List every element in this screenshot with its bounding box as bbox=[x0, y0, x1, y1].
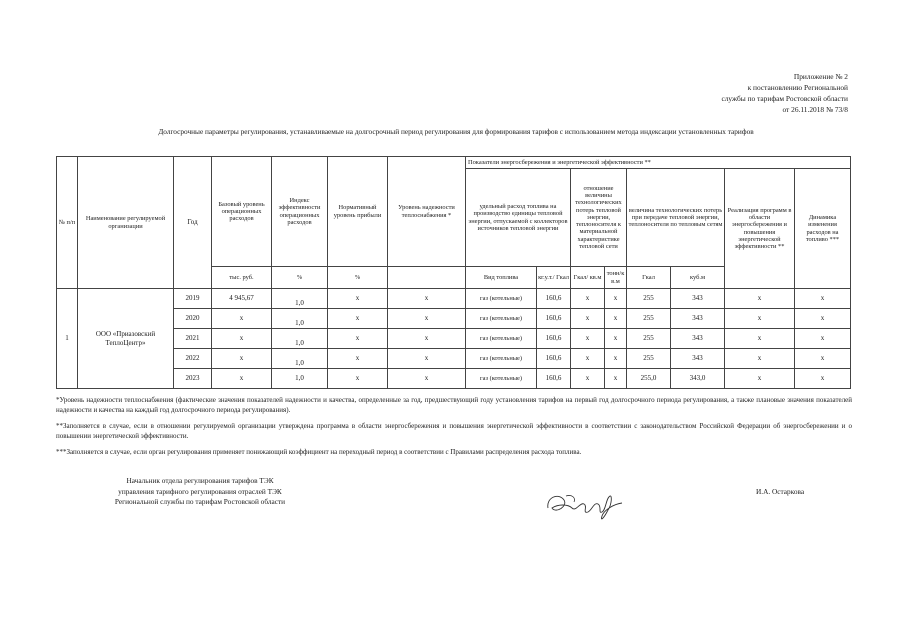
header-number: № п/п bbox=[57, 157, 78, 289]
table-row bbox=[57, 349, 851, 369]
row-loss-m3: 343 bbox=[671, 349, 725, 369]
row-fuel-type: газ (котельные) bbox=[466, 329, 537, 349]
row-ratio-gcal: х bbox=[571, 349, 605, 369]
footnote-fuel-dynamics: ***Заполняется в случае, если орган регулирования применяет понижающий коэффициент на переходный период в соответствии с Правилами распределения расхода топлива. bbox=[56, 448, 582, 457]
table-row bbox=[57, 289, 851, 309]
appendix-line-2: к постановлению Региональной bbox=[747, 83, 848, 92]
row-loss-gcal: 255 bbox=[627, 329, 671, 349]
row-ratio-ton: х bbox=[605, 329, 627, 349]
header-fuel-consumption: удельный расход топлива на производство единицы тепловой энергии, отпускаемой с коллекторов источников тепловой энергии bbox=[466, 169, 571, 267]
row-loss-m3: 343,0 bbox=[671, 369, 725, 389]
row-loss-gcal: 255 bbox=[627, 289, 671, 309]
row-base: х bbox=[212, 369, 272, 389]
header-reliability: Уровень надежности теплоснабжения * bbox=[388, 157, 466, 267]
unit-fuel-type: Вид топлива bbox=[466, 267, 537, 289]
table-row bbox=[57, 329, 851, 349]
row-dynamics: х bbox=[795, 369, 851, 389]
signer-position-line-1: Начальник отдела регулирования тарифов ТЭК bbox=[126, 476, 274, 485]
row-loss-gcal: 255,0 bbox=[627, 369, 671, 389]
row-base: х bbox=[212, 349, 272, 369]
row-loss-gcal: 255 bbox=[627, 349, 671, 369]
header-efficiency-index: Индекс эффективности операционных расходов bbox=[272, 157, 328, 267]
row-loss-m3: 343 bbox=[671, 289, 725, 309]
row-profit: х bbox=[328, 329, 388, 349]
row-ratio-ton: х bbox=[605, 369, 627, 389]
unit-base: тыс. руб. bbox=[212, 267, 272, 289]
header-base-expenses: Базовый уровень операционных расходов bbox=[212, 157, 272, 267]
header-year: Год bbox=[174, 157, 212, 289]
appendix-date: от 26.11.2018 № 73/8 bbox=[782, 105, 848, 114]
signer-name: И.А. Остаркова bbox=[756, 487, 805, 496]
row-ratio-gcal: х bbox=[571, 329, 605, 349]
org-number: 1 bbox=[57, 289, 78, 389]
row-program: х bbox=[725, 309, 795, 329]
signature-image bbox=[542, 486, 628, 529]
appendix-line-3: службы по тарифам Ростовской области bbox=[721, 94, 848, 103]
unit-loss-m3: куб.м bbox=[671, 267, 725, 289]
row-reliability: х bbox=[388, 309, 466, 329]
row-ratio-gcal: х bbox=[571, 369, 605, 389]
footnotes bbox=[56, 396, 852, 465]
header-profit-level: Нормативный уровень прибыли bbox=[328, 157, 388, 267]
signer-position bbox=[95, 476, 305, 508]
handwritten-signature-icon bbox=[542, 486, 628, 524]
unit-reliability bbox=[388, 267, 466, 289]
row-program: х bbox=[725, 289, 795, 309]
row-profit: х bbox=[328, 289, 388, 309]
footnote-energy-program: **Заполняется в случае, если в отношении регулируемой организации утверждена программа в области энергосбережения и повышения энергетической эффективности в соответствии с законодательством Российской Федерации об энергосбережении и о повышении энергетической эффективности. bbox=[56, 422, 852, 440]
header-organization: Наименование регулируемой организации bbox=[78, 157, 174, 289]
row-loss-gcal: 255 bbox=[627, 309, 671, 329]
row-ratio-ton: х bbox=[605, 309, 627, 329]
row-profit: х bbox=[328, 349, 388, 369]
unit-ratio-ton: тонн/к в.м bbox=[605, 267, 627, 289]
row-program: х bbox=[725, 329, 795, 349]
appendix-number: Приложение № 2 bbox=[793, 72, 848, 81]
row-year: 2019 bbox=[174, 289, 212, 309]
row-ratio-ton: х bbox=[605, 289, 627, 309]
row-loss-m3: 343 bbox=[671, 309, 725, 329]
row-index: 1,0 bbox=[272, 329, 328, 349]
row-fuel-rate: 160,6 bbox=[537, 289, 571, 309]
document-title: Долгосрочные параметры регулирования, устанавливаемые на долгосрочный период регулирования для формирования тарифов с использованием метода индексации установленных тарифов bbox=[158, 127, 754, 136]
table-row bbox=[57, 369, 851, 389]
unit-ratio-gcal: Гкал/ кв.м bbox=[571, 267, 605, 289]
row-fuel-rate: 160,6 bbox=[537, 329, 571, 349]
row-base: 4 945,67 bbox=[212, 289, 272, 309]
row-fuel-rate: 160,6 bbox=[537, 369, 571, 389]
unit-fuel-rate: кг.у.т./ Гкал bbox=[537, 267, 571, 289]
row-dynamics: х bbox=[795, 349, 851, 369]
row-program: х bbox=[725, 349, 795, 369]
row-index: 1,0 bbox=[272, 369, 328, 389]
header-fuel-dynamics: Динамика изменения расходов на топливо *** bbox=[795, 169, 851, 289]
row-reliability: х bbox=[388, 289, 466, 309]
row-profit: х bbox=[328, 369, 388, 389]
row-fuel-type: газ (котельные) bbox=[466, 309, 537, 329]
appendix-header bbox=[640, 71, 848, 115]
row-profit: х bbox=[328, 309, 388, 329]
row-reliability: х bbox=[388, 329, 466, 349]
unit-index: % bbox=[272, 267, 328, 289]
row-fuel-rate: 160,6 bbox=[537, 309, 571, 329]
row-base: х bbox=[212, 329, 272, 349]
row-year: 2021 bbox=[174, 329, 212, 349]
row-dynamics: х bbox=[795, 309, 851, 329]
row-fuel-rate: 160,6 bbox=[537, 349, 571, 369]
row-index: 1,0 bbox=[272, 309, 328, 329]
row-year: 2020 bbox=[174, 309, 212, 329]
signer-position-line-3: Региональной службы по тарифам Ростовской области bbox=[114, 497, 286, 506]
row-program: х bbox=[725, 369, 795, 389]
row-dynamics: х bbox=[795, 329, 851, 349]
row-index: 1,0 bbox=[272, 289, 328, 309]
row-ratio-gcal: х bbox=[571, 289, 605, 309]
row-reliability: х bbox=[388, 349, 466, 369]
unit-loss-gcal: Гкал bbox=[627, 267, 671, 289]
table-row bbox=[57, 309, 851, 329]
row-base: х bbox=[212, 309, 272, 329]
header-loss-ratio: отношение величины технологических потерь тепловой энергии, теплоносителя к материальной характеристике тепловой сети bbox=[571, 169, 627, 267]
header-heat-losses: величина технологических потерь при передаче тепловой энергии, теплоносителя по тепловым сетям bbox=[627, 169, 725, 267]
row-reliability: х bbox=[388, 369, 466, 389]
row-dynamics: х bbox=[795, 289, 851, 309]
header-energy-efficiency-group: Показатели энергосбережения и энергетической эффективности ** bbox=[466, 157, 851, 169]
row-ratio-gcal: х bbox=[571, 309, 605, 329]
row-fuel-type: газ (котельные) bbox=[466, 349, 537, 369]
row-fuel-type: газ (котельные) bbox=[466, 289, 537, 309]
row-ratio-ton: х bbox=[605, 349, 627, 369]
row-fuel-type: газ (котельные) bbox=[466, 369, 537, 389]
row-year: 2022 bbox=[174, 349, 212, 369]
header-energy-program: Реализация программ в области энергосбережения и повышения энергетической эффективности ** bbox=[725, 169, 795, 289]
unit-profit: % bbox=[328, 267, 388, 289]
org-name: ООО «Приазовский ТеплоЦентр» bbox=[78, 289, 174, 389]
row-year: 2023 bbox=[174, 369, 212, 389]
signer-position-line-2: управления тарифного регулирования отраслей ТЭК bbox=[118, 486, 282, 496]
row-index: 1,0 bbox=[272, 349, 328, 369]
parameters-table bbox=[56, 156, 851, 389]
footnote-reliability: *Уровень надежности теплоснабжения (фактические значения показателей надежности и качества, определенные за год, предшествующий году установления тарифов на первый год долгосрочного периода регулирования, а также плановые значения показателей надежности и качества на каждый год долгосрочного периода регулирования). bbox=[56, 396, 852, 414]
row-loss-m3: 343 bbox=[671, 329, 725, 349]
